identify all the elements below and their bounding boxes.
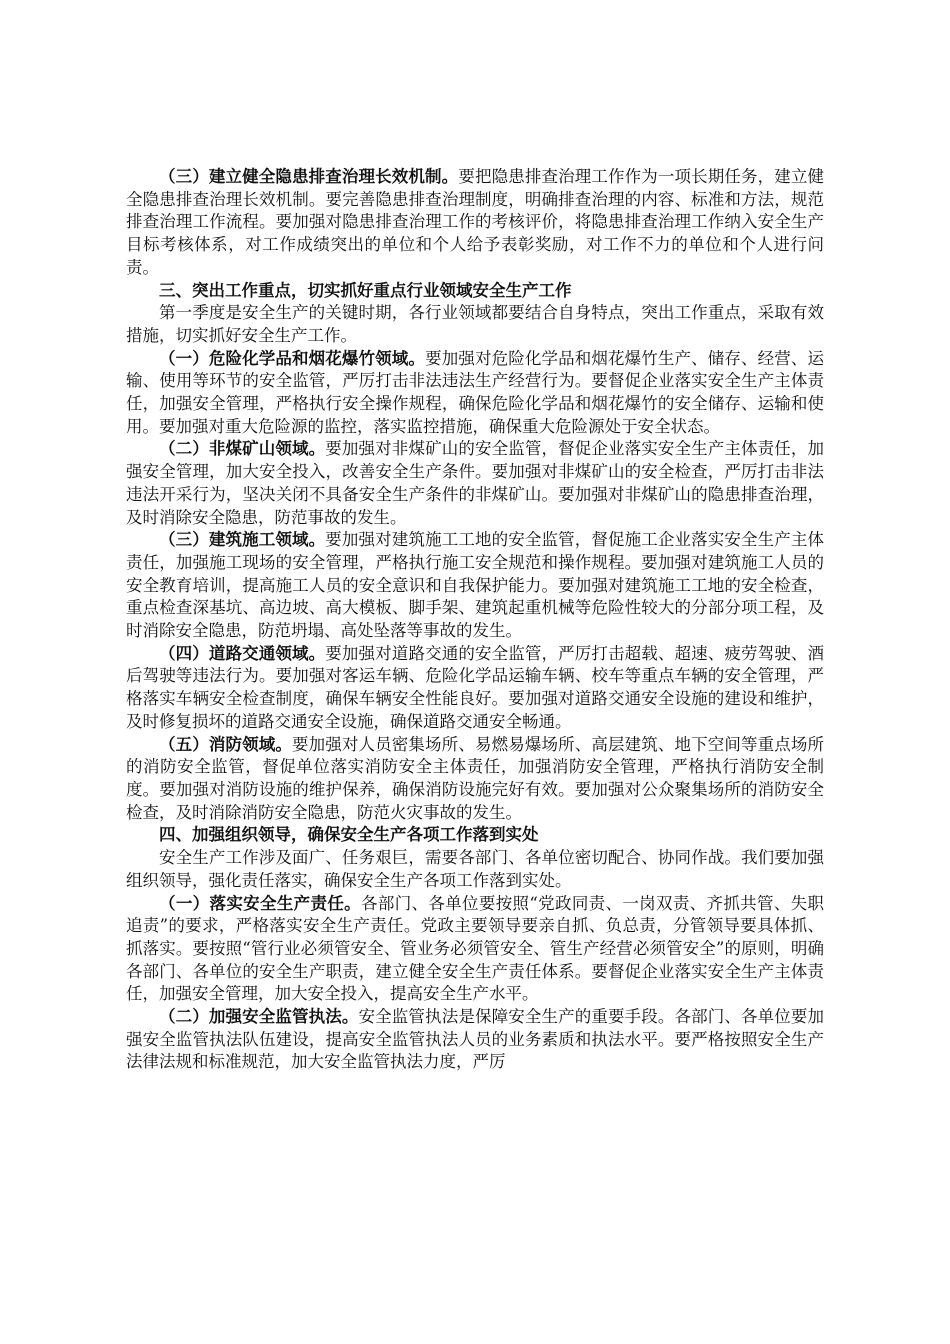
paragraph-heading: （一）落实安全生产责任。 <box>159 893 362 913</box>
paragraph-text: 要加强对道路交通的安全监管，严厉打击超载、超速、疲劳驾驶、酒后驾驶等违法行为。要加强对客运车辆、危险化学品运输车辆、校车等重点车辆的安全管理，严格落实车辆安全检查制度，确保车辆安全性能良好。要加强对道路交通安全设施的建设和维护，及时修复损坏的道路交通安全设施，确保道路交通安全畅通。 <box>126 643 825 731</box>
paragraph-hazardous-chemicals <box>126 348 824 439</box>
paragraph-first-quarter <box>126 302 824 347</box>
paragraph-heading: （四）道路交通领域。 <box>159 643 326 663</box>
paragraph-heading: （二）加强安全监管执法。 <box>159 1007 359 1027</box>
paragraph-heading: （五）消防领域。 <box>159 734 293 754</box>
paragraph-text: 要加强对建筑施工工地的安全监管，督促施工企业落实安全生产主体责任，加强施工现场的安全管理，严格执行施工安全规范和操作规程。要加强对建筑施工人员的安全教育培训，提高施工人员的安全意识和自我保护能力。要加强对建筑施工工地的安全检查，重点检查深基坑、高边坡、高大模板、脚手架、建筑起重机械等危险性较大的分部分项工程，及时消除安全隐患，防范坍塌、高处坠落等事故的发生。 <box>126 530 825 641</box>
paragraph-heading: （一）危险化学品和烟花爆竹领域。 <box>159 348 426 368</box>
paragraph-heading: （二）非煤矿山领域。 <box>159 439 326 459</box>
paragraph-text: 要加强对危险化学品和烟花爆竹生产、储存、经营、运输、使用等环节的安全监管，严厉打击非法违法生产经营行为。要督促企业落实安全生产主体责任，加强安全管理，严格执行安全操作规程，确保危险化学品和烟花爆竹的安全储存、运输和使用。要加强对重大危险源的监控，落实监控措施，确保重大危险源处于安全状态。 <box>126 348 825 436</box>
paragraph-organization-intro <box>126 847 824 892</box>
paragraph-hazard-mechanism <box>126 166 824 280</box>
paragraph-enforcement <box>126 1006 824 1074</box>
document-body <box>126 166 824 1074</box>
section-heading-four: 四、加强组织领导，确保安全生产各项工作落到实处 <box>159 825 539 845</box>
paragraph-heading: （三）建立健全隐患排查治理长效机制。 <box>159 167 459 186</box>
paragraph-text: 要加强对非煤矿山的安全监管，督促企业落实安全生产主体责任，加强安全管理，加大安全投入，改善安全生产条件。要加强对非煤矿山的安全检查，严厉打击非法违法开采行为，坚决关闭不具备安全生产条件的非煤矿山。要加强对非煤矿山的隐患排查治理，及时消除安全隐患，防范事故的发生。 <box>126 439 825 527</box>
paragraph-text: 安全监管执法是保障安全生产的重要手段。各部门、各单位要加强安全监管执法队伍建设，提高安全监管执法人员的业务素质和执法水平。要严格按照安全生产法律法规和标准规范，加大安全监管执法力度，严厉 <box>126 1007 825 1072</box>
paragraph-text: 安全生产工作涉及面广、任务艰巨，需要各部门、各单位密切配合、协同作战。我们要加强组织领导，强化责任落实，确保安全生产各项工作落到实处。 <box>126 848 824 890</box>
paragraph-non-coal-mines <box>126 438 824 529</box>
paragraph-heading: （三）建筑施工领域。 <box>159 530 326 550</box>
paragraph-text: 要加强对人员密集场所、易燃易爆场所、高层建筑、地下空间等重点场所的消防安全监管，督促单位落实消防安全主体责任，加强消防安全管理，严格执行消防安全制度。要加强对消防设施的维护保养，确保消防设施完好有效。要加强对公众聚集场所的消防安全检查，及时消除消防安全隐患，防范火灾事故的发生。 <box>126 734 825 822</box>
paragraph-text: 要把隐患排查治理工作作为一项长期任务，建立健全隐患排查治理长效机制。要完善隐患排查治理制度，明确排查治理的内容、标准和方法，规范排查治理工作流程。要加强对隐患排查治理工作的考核评价，将隐患排查治理工作纳入安全生产目标考核体系，对工作成绩突出的单位和个人给予表彰奖励，对工作不力的单位和个人进行问责。 <box>126 167 825 277</box>
paragraph-fire-safety <box>126 734 824 825</box>
section-heading-three: 三、突出工作重点，切实抓好重点行业领域安全生产工作 <box>159 280 572 300</box>
paragraph-text: 各部门、各单位要按照“党政同责、一岗双责、齐抓共管、失职追责”的要求，严格落实安全生产责任。党政主要领导要亲自抓、负总责，分管领导要具体抓、抓落实。要按照“管行业必须管安全、管业务必须管安全、管生产经营必须管安全”的原则，明确各部门、各单位的安全生产职责，建立健全安全生产责任体系。要督促企业落实安全生产主体责任，加强安全管理，加大安全投入，提高安全生产水平。 <box>126 893 825 1004</box>
paragraph-construction <box>126 529 824 643</box>
paragraph-text: 第一季度是安全生产的关键时期，各行业领域都要结合自身特点，突出工作重点，采取有效措施，切实抓好安全生产工作。 <box>126 303 824 345</box>
paragraph-responsibility <box>126 893 824 1007</box>
paragraph-road-traffic <box>126 643 824 734</box>
